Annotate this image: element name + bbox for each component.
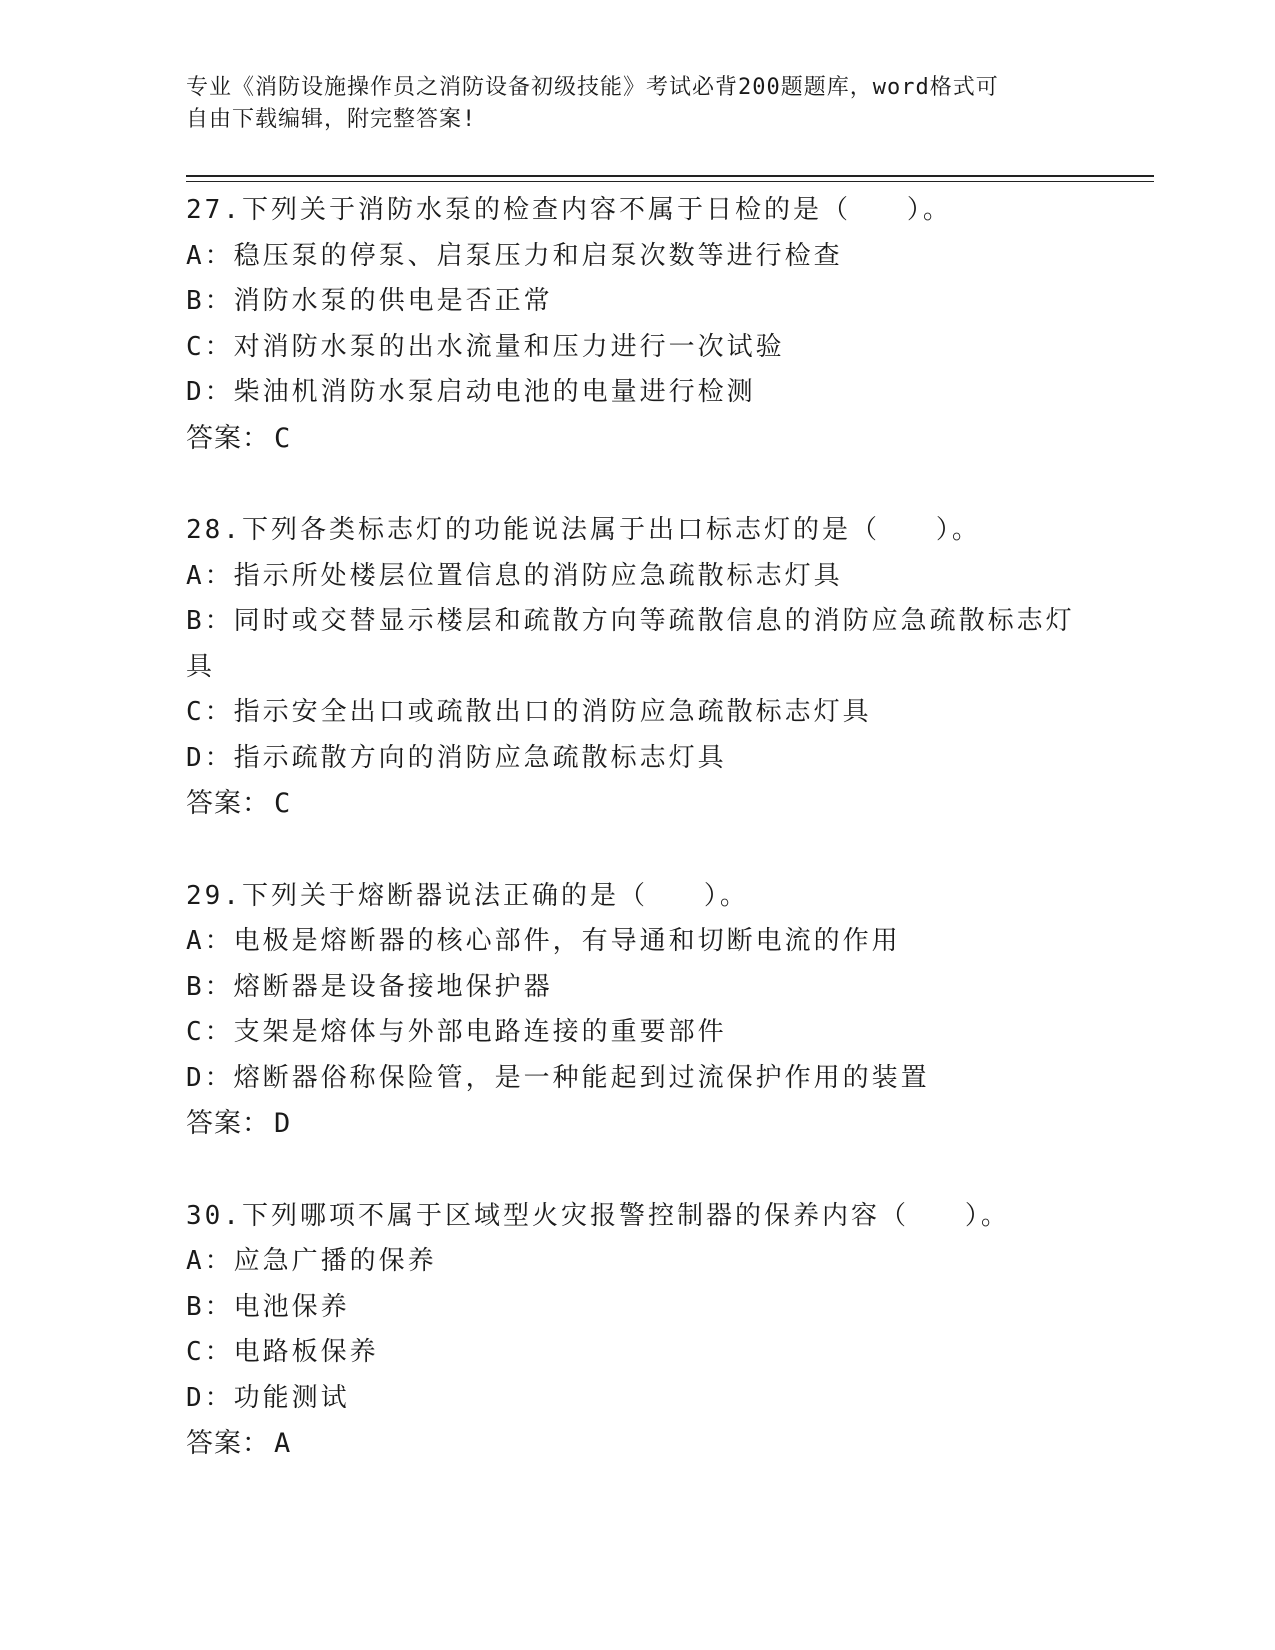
- question-30: [186, 1194, 1086, 1467]
- header-divider-thick: [186, 175, 1154, 177]
- option-b: B：熔断器是设备接地保护器: [186, 971, 553, 1002]
- answer-label: 答案：: [186, 422, 270, 454]
- answer-value: C: [274, 788, 292, 819]
- answer-label: 答案：: [186, 1108, 270, 1139]
- answer-line: [186, 1101, 1086, 1147]
- question-stem: 28.下列各类标志灯的功能说法属于出口标志灯的是（ ）。: [186, 515, 981, 545]
- option-c: C：对消防水泵的出水流量和压力进行一次试验: [186, 331, 785, 362]
- question-27: [186, 188, 1086, 461]
- option-b: B：同时或交替显示楼层和疏散方向等疏散信息的消防应急疏散标志灯具: [186, 606, 1075, 682]
- question-stem: 30.下列哪项不属于区域型火灾报警控制器的保养内容（ ）。: [186, 1200, 1010, 1231]
- document-header: [186, 72, 1066, 136]
- header-line-1: 专业《消防设施操作员之消防设备初级技能》考试必背200题题库，word格式可: [186, 75, 999, 100]
- answer-line: [186, 416, 1086, 462]
- answer-value: D: [274, 1108, 292, 1139]
- question-list: [186, 188, 1086, 1514]
- option-b: B：消防水泵的供电是否正常: [186, 286, 553, 316]
- question-stem: 27.下列关于消防水泵的检查内容不属于日检的是（ ）。: [186, 195, 952, 225]
- question-28: [186, 508, 1086, 827]
- question-stem: 29.下列关于熔断器说法正确的是（ ）。: [186, 880, 749, 911]
- option-d: D：功能测试: [186, 1382, 350, 1413]
- question-29: [186, 874, 1086, 1147]
- header-divider-thin: [186, 181, 1154, 182]
- option-a: A：应急广播的保养: [186, 1246, 437, 1276]
- option-d: D：指示疏散方向的消防应急疏散标志灯具: [186, 742, 727, 773]
- answer-label: 答案：: [186, 1428, 270, 1459]
- option-c: C：指示安全出口或疏散出口的消防应急疏散标志灯具: [186, 697, 872, 727]
- option-d: D：柴油机消防水泵启动电池的电量进行检测: [186, 377, 756, 407]
- option-b: B：电池保养: [186, 1291, 350, 1322]
- option-a: A：指示所处楼层位置信息的消防应急疏散标志灯具: [186, 560, 843, 591]
- answer-line: [186, 781, 1086, 827]
- answer-line: [186, 1421, 1086, 1467]
- answer-label: 答案：: [186, 788, 270, 819]
- answer-value: C: [274, 422, 292, 454]
- option-c: C：电路板保养: [186, 1337, 379, 1367]
- option-d: D：熔断器俗称保险管，是一种能起到过流保护作用的装置: [186, 1062, 930, 1093]
- option-c: C：支架是熔体与外部电路连接的重要部件: [186, 1017, 727, 1047]
- header-line-2: 自由下载编辑，附完整答案!: [186, 107, 477, 132]
- option-a: A：稳压泵的停泵、启泵压力和启泵次数等进行检查: [186, 240, 843, 271]
- option-a: A：电极是熔断器的核心部件，有导通和切断电流的作用: [186, 926, 901, 956]
- answer-value: A: [274, 1428, 292, 1459]
